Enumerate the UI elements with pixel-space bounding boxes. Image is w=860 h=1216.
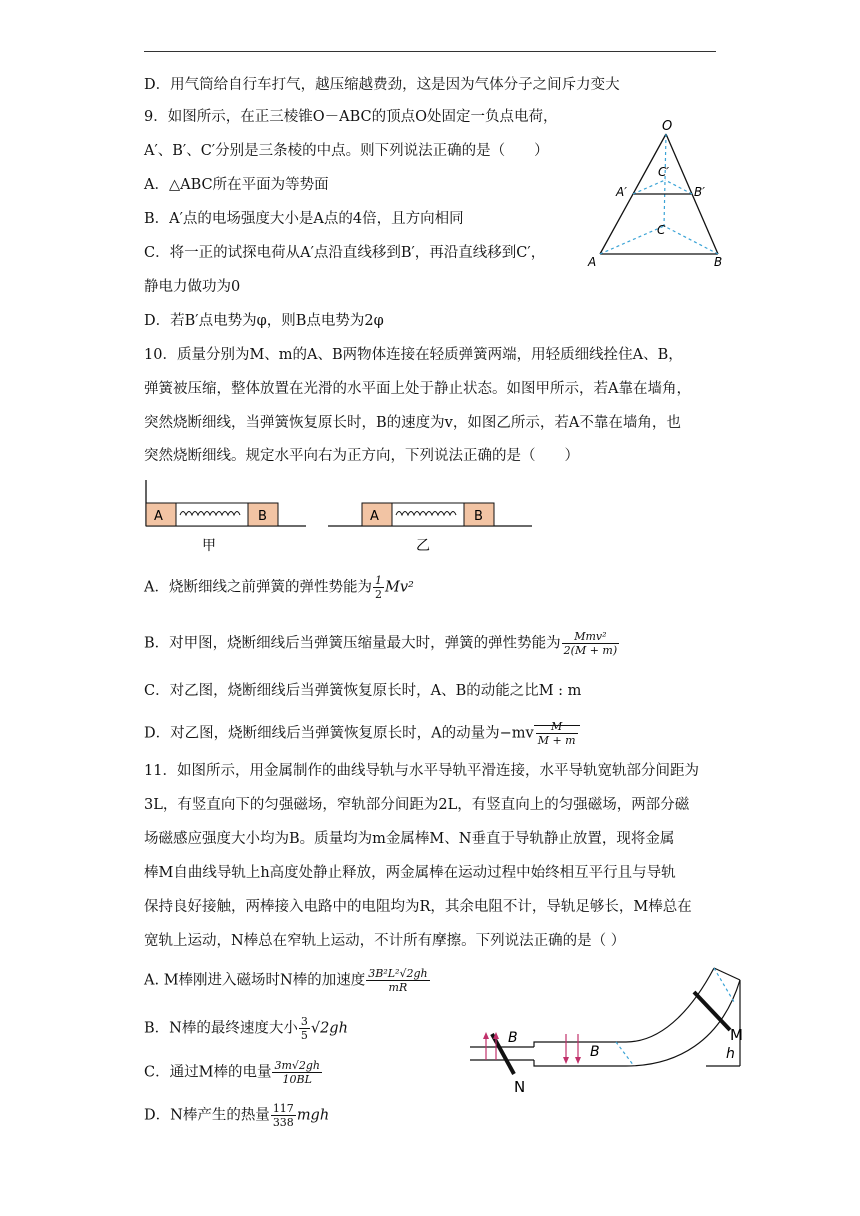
fig-jia-block-b: B [258, 509, 267, 524]
label-h: h [726, 1046, 735, 1062]
tetrahedron-figure [586, 118, 732, 274]
label-b-prime: B′ [694, 185, 705, 199]
label-b-right: B [590, 1044, 600, 1060]
spring-blocks-figure [140, 476, 540, 556]
q9-option-c-line2: 静电力做功为0 [144, 279, 241, 295]
label-m: M [730, 1026, 743, 1044]
q11-option-d: D．N棒产生的热量 $\frac{117}{338}$ mgh [144, 1102, 330, 1129]
label-n: N [514, 1078, 526, 1096]
label-c: C [657, 223, 666, 237]
q9-option-c-line1: C．将一正的试探电荷从A′点沿直线移到B′，再沿直线移到C′， [144, 245, 546, 261]
label-c-prime: C′ [658, 165, 670, 179]
q11-option-a: A. M棒刚进入磁场时N棒的加速度 $\frac{\text{3B²L²√2gh}}{mR}$ [144, 967, 428, 994]
q11-stem-line6: 宽轨上运动，N棒总在窄轨上运动，不计所有摩擦。下列说法正确的是（ ） [144, 933, 626, 949]
label-b-left: B [508, 1030, 518, 1046]
q11-option-c: C．通过M棒的电量 $\frac{3m√2gh}{10BL}$ [144, 1059, 321, 1086]
q9-option-a: A．△ABC所在平面为等势面 [144, 177, 329, 193]
q9-option-b: B．A′点的电场强度大小是A点的4倍，且方向相同 [144, 211, 464, 227]
fig-yi-block-a: A [370, 509, 379, 524]
label-b: B [714, 255, 723, 269]
label-a: A [588, 255, 597, 269]
fig-jia-caption: 甲 [202, 538, 216, 554]
q10-option-d: D．对乙图，烧断细线后当弹簧恢复原长时，A的动量为−mv $\frac{M}{M + m}$ [144, 720, 580, 747]
q9-stem-line1: 9．如图所示，在正三棱锥O－ABC的顶点O处固定一负点电荷， [144, 109, 558, 125]
rails-figure [466, 962, 766, 1100]
label-a-prime: A′ [616, 185, 627, 199]
q10-stem-line1: 10．质量分别为M、m的A、B两物体连接在轻质弹簧两端，用轻质细线拴住A、B， [144, 347, 683, 363]
header-rule [144, 51, 716, 52]
q9-stem-line2: A′、B′、C′分别是三条棱的中点。则下列说法正确的是（ ） [144, 143, 549, 159]
q10-option-c: C．对乙图，烧断细线后当弹簧恢复原长时，A、B的动能之比M : m [144, 683, 582, 699]
q11-stem-line2: 3L，有竖直向下的匀强磁场，窄轨部分间距为2L，有竖直向上的匀强磁场，两部分磁 [144, 797, 690, 813]
q11-option-b: B．N棒的最终速度大小 $\frac{3}{5}$ √2gh [144, 1015, 348, 1042]
q11-stem-line1: 11．如图所示，用金属制作的曲线导轨与水平导轨平滑连接，水平导轨宽轨部分间距为 [144, 763, 699, 779]
q8-option-d: D．用气筒给自行车打气，越压缩越费劲，这是因为气体分子之间斥力变大 [144, 77, 620, 93]
q10-option-b: B．对甲图，烧断细线后当弹簧压缩量最大时，弹簧的弹性势能为 $\frac{\text{Mmv²}}{2(M + m)}$ [144, 630, 618, 657]
q11-stem-line5: 保持良好接触，两棒接入电路中的电阻均为R，其余电阻不计，导轨足够长，M棒总在 [144, 899, 692, 915]
q11-stem-line4: 棒M自曲线导轨上h高度处静止释放，两金属棒在运动过程中始终相互平行且与导轨 [144, 865, 676, 881]
q10-stem-line2: 弹簧被压缩，整体放置在光滑的水平面上处于静止状态。如图甲所示，若A靠在墙角， [144, 381, 691, 397]
q10-stem-line4: 突然烧断细线。规定水平向右为正方向，下列说法正确的是（ ） [144, 448, 579, 464]
fig-yi-block-b: B [474, 509, 483, 524]
fig-yi-caption: 乙 [416, 538, 430, 554]
label-o: O [662, 119, 673, 134]
q11-stem-line3: 场磁感应强度大小均为B。质量均为m金属棒M、N垂直于导轨静止放置，现将金属 [144, 831, 675, 847]
q10-stem-line3: 突然烧断细线，当弹簧恢复原长时，B的速度为v，如图乙所示，若A不靠在墙角，也 [144, 415, 681, 431]
q10-option-a: A．烧断细线之前弹簧的弹性势能为 $\frac{1}{2}$ Mv² [144, 574, 414, 601]
fig-jia-block-a: A [154, 509, 163, 524]
q9-option-d: D．若B′点电势为φ，则B点电势为2φ [144, 313, 384, 329]
